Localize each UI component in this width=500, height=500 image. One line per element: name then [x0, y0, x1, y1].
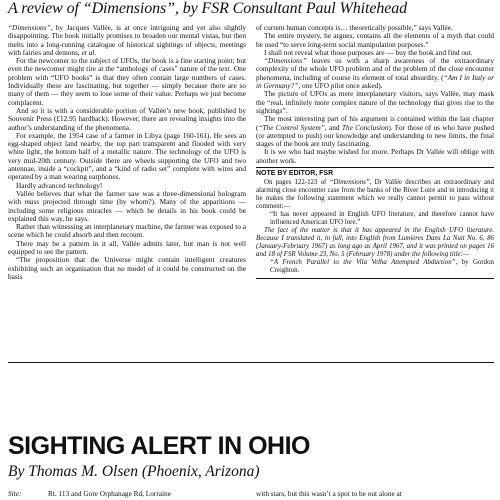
editor-note-paragraph: The fact of the matter is that it has appeared in the English UFO literature. Because I translated it, in full, into English from Lumières Dans La Nuit No. 6, 86 (January-February 1967) as long ago as April 1967, and it was printed on pages 16 and 18 of FSR Volume 23, No. 5 (February 1978) under the following title:—	[256, 226, 494, 258]
review-left-paragraph: “Dimensions”, by Jacques Vallée, is at once intriguing and yet also slightly disappointing. The book initially promises to broaden our mental vistas, but then melts into a long-running catalogue of historical sightings of objects, meetings with fairies and demons, et al.	[8, 23, 246, 57]
editor-note-box	[256, 167, 494, 279]
review-left-paragraph: Rather than witnessing an interplanetary machine, the farmer was exposed to a scene which he could absorb and then recount.	[8, 222, 246, 240]
review-right-paragraph: of current human concepts is… theoretically possible,” says Vallée.	[256, 23, 453, 32]
editor-note-paragraph: On pages 122-123 of “Dimensions”, Dr Vallée describes an extraordinary and alarming close encounter case from the banks of the River Loire and in introducing it he makes the following statement which we really cannot permit to pass without comment:—	[256, 178, 494, 210]
site-line	[8, 489, 171, 498]
review-left-paragraph: For example, the 1954 case of a farmer in Libya (page 160-161). He sees an egg-shaped object land nearby, the top part transparent and flooded with very white light, the bottom half of a metallic nature. The technology of the UFO is very mid-20th century. Outside there are wheels supporting the UFO and two antennae, inside a “cockpit”, and a “kind of radio set” complete with wires and operated by a man wearing earphones.	[8, 130, 246, 182]
sighting-byline: By Thomas M. Olsen (Phoenix, Arizona)	[8, 463, 260, 480]
review-left-paragraph: “The proposition that the Universe might contain intelligent creatures exhibiting such an organisation that no model of it could be constructed on the basis	[8, 255, 246, 281]
review-left-paragraph: Hardly advanced technology!	[16, 180, 103, 190]
section-divider	[8, 362, 494, 363]
site-label: Site:	[8, 489, 22, 498]
review-right-paragraph: The picture of UFOs as mere interplanetary visitors, says Vallée, may mask the “real, infinitely more complex nature of the technology that gives rise to the sightings”.	[256, 89, 494, 115]
review-right-paragraph: The most interesting part of his argument is contained within the last chapter (“The Control System”, and The Conclusion). For those of us who have pushed (or attempted to push) our knowledge and understanding to new limits, the final stages of the book are truly fascinating.	[256, 114, 494, 149]
review-left-column	[8, 24, 246, 281]
review-right-paragraph: “Dimensions” leaves us with a sharp awareness of the extraordinary complexity of the whole UFO problem and of the problem of the close encounter phenomena, including of course its element of total absurdity. (“Am I in Italy or in Germany?”, one UFO pilot once asked).	[256, 56, 494, 91]
site-value: Rt. 113 and Gore Orphanage Rd, Lorraine	[48, 489, 171, 498]
review-right-text	[256, 24, 494, 165]
review-title: A review of “Dimensions”, by FSR Consultant Paul Whitehead	[8, 0, 408, 17]
editor-note-paragraph: “It has never appeared in English UFO literature, and therefore cannot have influenced American UFO lore.”	[270, 210, 494, 226]
review-columns	[8, 24, 494, 357]
review-right-paragraph: It is we who had maybe wished for more. Perhaps Dr Vallée will oblige with another work.	[256, 147, 494, 165]
editor-note-body	[256, 179, 494, 275]
sighting-article-title: SIGHTING ALERT IN OHIO	[8, 432, 310, 460]
review-right-paragraph: The entire mystery, he argues, contains all the elements of a myth that could be used “to serve long-term social manipulation purposes.”	[256, 31, 494, 49]
review-right-column	[256, 24, 494, 279]
continued-text: with stars, but this wasn’t a spot to be out alone at	[256, 489, 402, 498]
review-left-paragraph: Vallée believes that what the farmer saw was a three-dimensional hologram with mass projected through time (by whom?). Many of the apparitions — including some religious miracles — which he details in his book could be explained this way, he says.	[8, 188, 247, 223]
review-right-paragraph: I shall not reveal what those purposes are — buy the book and find out.	[264, 47, 473, 57]
review-left-paragraph: And so it is with a considerable portion of Vallée’s new book, published by Souvenir Press (£12.95 hardback). However, there are revealing insights into the author’s understanding of the phenomena.	[8, 105, 246, 132]
review-left-paragraph: For the newcomer to the subject of UFOs, the book is a fine starting point; but even the newcomer might tire at the “anthology of cases” nature of the text. One problem with “UFO books” is that they often contain large numbers of cases. Individually these are fascinating, but together — simply because there are so many of them — they seem to lose some of their value. Perhaps we just become complacent.	[8, 56, 246, 107]
review-left-paragraph: There may be a pattern in it all, Vallée admits later, but man is not well equipped to see the pattern.	[8, 238, 246, 257]
editor-note-heading: NOTE BY EDITOR, FSR	[256, 170, 334, 178]
editor-note-paragraph: “A French Parallel to the Vila Velha Attempted Abduction”, by Gordon Creighton.	[270, 258, 495, 274]
